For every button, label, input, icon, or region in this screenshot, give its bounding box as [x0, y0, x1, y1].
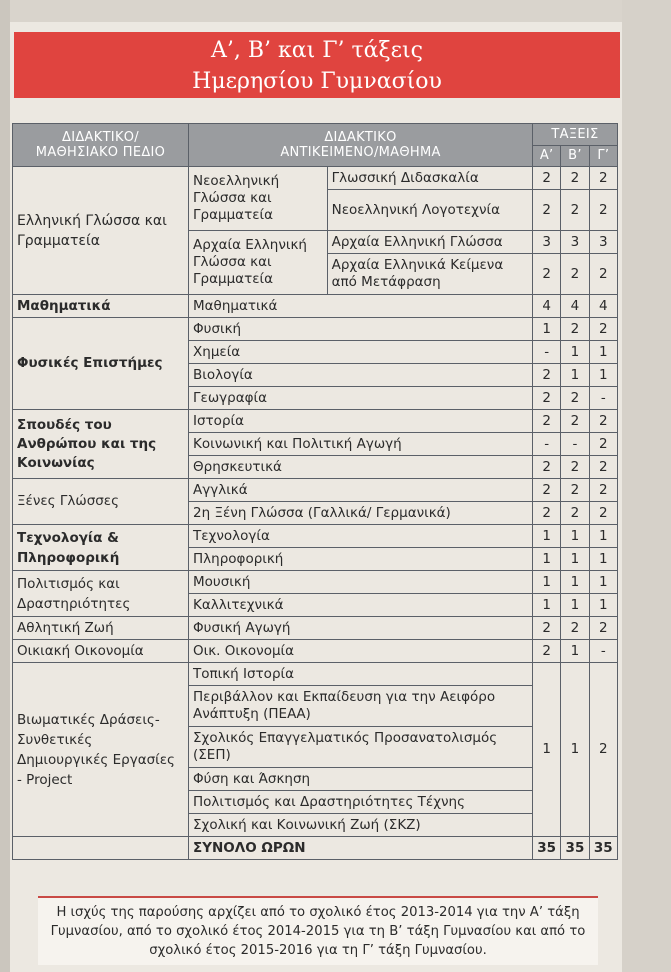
row-c: 2 — [589, 318, 617, 341]
field-science: Φυσικές Επιστήμες — [13, 318, 189, 410]
project-item: Πολιτισμός και Δραστηριότητες Τέχνης — [189, 791, 533, 814]
row-b: 3 — [561, 231, 589, 254]
row-b: 4 — [561, 295, 589, 318]
title-line-2: Ημερησίου Γυμνασίου — [192, 69, 442, 94]
row-b: 1 — [561, 640, 589, 663]
row-name: Πληροφορική — [189, 548, 533, 571]
row-a: 4 — [532, 295, 560, 318]
row-a: 2 — [532, 640, 560, 663]
row-b: 2 — [561, 617, 589, 640]
row-c: 2 — [589, 190, 617, 231]
row-name: Τεχνολογία — [189, 525, 533, 548]
project-item: Σχολική και Κοινωνική Ζωή (ΣΚΖ) — [189, 814, 533, 837]
table-row — [13, 571, 618, 594]
row-b: 2 — [561, 387, 589, 410]
total-b: 35 — [561, 837, 589, 860]
row-name: Μαθηματικά — [189, 295, 533, 318]
row-a: - — [532, 433, 560, 456]
field-math: Μαθηματικά — [13, 295, 189, 318]
header-subject — [189, 124, 533, 167]
row-b: 2 — [561, 456, 589, 479]
row-name: Κοινωνική και Πολιτική Αγωγή — [189, 433, 533, 456]
row-c: 2 — [589, 433, 617, 456]
row-c: 2 — [589, 167, 617, 190]
header-subject-line-2: ΑΝΤΙΚΕΙΜΕΝΟ/ΜΑΘΗΜΑ — [280, 145, 441, 160]
field-greek: Ελληνική Γλώσσα και Γραμματεία — [13, 167, 189, 295]
row-b: 2 — [561, 254, 589, 295]
row-name: Μουσική — [189, 571, 533, 594]
row-a: 2 — [532, 254, 560, 295]
row-b: 1 — [561, 594, 589, 617]
subject-modern-greek: Νεοελληνική Γλώσσα και Γραμματεία — [189, 167, 328, 231]
projects-b: 1 — [561, 663, 589, 837]
header-class-b: Β’ — [561, 145, 589, 167]
row-c: 2 — [589, 254, 617, 295]
row-name: Χημεία — [189, 341, 533, 364]
row-c: 1 — [589, 594, 617, 617]
row-b: 2 — [561, 190, 589, 231]
row-c: 1 — [589, 571, 617, 594]
table-row — [13, 318, 618, 341]
row-c: 1 — [589, 341, 617, 364]
row-c: 4 — [589, 295, 617, 318]
header-field-line-1: ΔΙΔΑΚΤΙΚΟ/ — [62, 130, 139, 145]
row-c: 1 — [589, 525, 617, 548]
row-name: Θρησκευτικά — [189, 456, 533, 479]
row-c: - — [589, 387, 617, 410]
total-a: 35 — [532, 837, 560, 860]
projects-c: 2 — [589, 663, 617, 837]
header-field-line-2: ΜΑΘΗΣΙΑΚΟ ΠΕΔΙΟ — [35, 145, 166, 160]
validity-note: Η ισχύς της παρούσης αρχίζει από το σχολικό έτος 2013-2014 για την Α’ τάξη Γυμνασίου, από το σχολικό έτος 2014-2015 για τη Β’ τάξη Γυμνασίου και από το σχολικό έτος 2015-2016 για τη Γ’ τάξη Γυμνασίου. — [38, 896, 598, 965]
row-c: 2 — [589, 479, 617, 502]
row-b: 1 — [561, 571, 589, 594]
row-name: Ιστορία — [189, 410, 533, 433]
row-name: Φυσική Αγωγή — [189, 617, 533, 640]
row-c: 1 — [589, 548, 617, 571]
row-a: 2 — [532, 617, 560, 640]
row-a: 2 — [532, 456, 560, 479]
project-item: Περιβάλλον και Εκπαίδευση για την Αειφόρο Ανάπτυξη (ΠΕΑΑ) — [189, 686, 533, 727]
row-c: 2 — [589, 410, 617, 433]
row-a: 1 — [532, 571, 560, 594]
field-languages: Ξένες Γλώσσες — [13, 479, 189, 525]
curriculum-table — [12, 123, 618, 860]
table-row — [13, 479, 618, 502]
total-row — [13, 837, 618, 860]
field-projects: Βιωματικές Δράσεις-Συνθετικές Δημιουργικές Εργασίες - Project — [13, 663, 189, 837]
row-b: 1 — [561, 525, 589, 548]
row-b: 2 — [561, 479, 589, 502]
title-banner — [14, 32, 620, 98]
row-a: 2 — [532, 502, 560, 525]
row-a: 2 — [532, 190, 560, 231]
row-name: Νεοελληνική Λογοτεχνία — [327, 190, 532, 231]
page-shadow-right — [622, 0, 671, 972]
row-b: 1 — [561, 364, 589, 387]
page-shadow-left — [0, 0, 10, 972]
row-b: 2 — [561, 502, 589, 525]
project-item: Φύση και Άσκηση — [189, 768, 533, 791]
table-row — [13, 617, 618, 640]
row-name: Γλωσσική Διδασκαλία — [327, 167, 532, 190]
header-class-c: Γ’ — [589, 145, 617, 167]
header-row-1 — [13, 124, 618, 146]
row-c: 3 — [589, 231, 617, 254]
row-name: 2η Ξένη Γλώσσα (Γαλλικά/ Γερμανικά) — [189, 502, 533, 525]
table-row — [13, 167, 618, 190]
title-line-1: Α’, Β’ και Γ’ τάξεις — [211, 38, 423, 63]
row-a: 2 — [532, 364, 560, 387]
header-class-a: Α’ — [532, 145, 560, 167]
table-row — [13, 525, 618, 548]
table-row — [13, 295, 618, 318]
row-name: Καλλιτεχνικά — [189, 594, 533, 617]
total-label: ΣΥΝΟΛΟ ΩΡΩΝ — [189, 837, 533, 860]
row-a: - — [532, 341, 560, 364]
row-c: 2 — [589, 502, 617, 525]
field-home: Οικιακή Οικονομία — [13, 640, 189, 663]
header-subject-line-1: ΔΙΔΑΚΤΙΚΟ — [324, 130, 397, 145]
field-sports: Αθλητική Ζωή — [13, 617, 189, 640]
row-name: Βιολογία — [189, 364, 533, 387]
header-field — [13, 124, 189, 167]
row-c: 2 — [589, 456, 617, 479]
total-empty-cell — [13, 837, 189, 860]
row-name: Αγγλικά — [189, 479, 533, 502]
row-c: - — [589, 640, 617, 663]
row-a: 1 — [532, 594, 560, 617]
row-b: - — [561, 433, 589, 456]
row-b: 2 — [561, 167, 589, 190]
row-a: 2 — [532, 387, 560, 410]
row-a: 2 — [532, 479, 560, 502]
projects-a: 1 — [532, 663, 560, 837]
row-b: 2 — [561, 410, 589, 433]
row-a: 1 — [532, 318, 560, 341]
row-b: 1 — [561, 548, 589, 571]
total-c: 35 — [589, 837, 617, 860]
row-name: Οικ. Οικονομία — [189, 640, 533, 663]
field-humanity: Σπουδές του Ανθρώπου και της Κοινωνίας — [13, 410, 189, 479]
row-name: Φυσική — [189, 318, 533, 341]
row-name: Αρχαία Ελληνικά Κείμενα από Μετάφραση — [327, 254, 532, 295]
row-name: Αρχαία Ελληνική Γλώσσα — [327, 231, 532, 254]
table-row — [13, 410, 618, 433]
row-a: 1 — [532, 548, 560, 571]
row-name: Γεωγραφία — [189, 387, 533, 410]
table-row — [13, 640, 618, 663]
row-b: 1 — [561, 341, 589, 364]
project-item: Σχολικός Επαγγελματικός Προσανατολισμός (ΣΕΠ) — [189, 727, 533, 768]
project-item: Τοπική Ιστορία — [189, 663, 533, 686]
row-a: 2 — [532, 410, 560, 433]
field-culture: Πολιτισμός και Δραστηριότητες — [13, 571, 189, 617]
row-a: 1 — [532, 525, 560, 548]
row-a: 2 — [532, 167, 560, 190]
row-c: 1 — [589, 364, 617, 387]
subject-ancient-greek: Αρχαία Ελληνική Γλώσσα και Γραμματεία — [189, 231, 328, 295]
row-b: 2 — [561, 318, 589, 341]
row-c: 2 — [589, 617, 617, 640]
field-tech: Τεχνολογία & Πληροφορική — [13, 525, 189, 571]
table-row — [13, 663, 618, 686]
row-a: 3 — [532, 231, 560, 254]
header-classes: ΤΑΞΕΙΣ — [532, 124, 617, 146]
